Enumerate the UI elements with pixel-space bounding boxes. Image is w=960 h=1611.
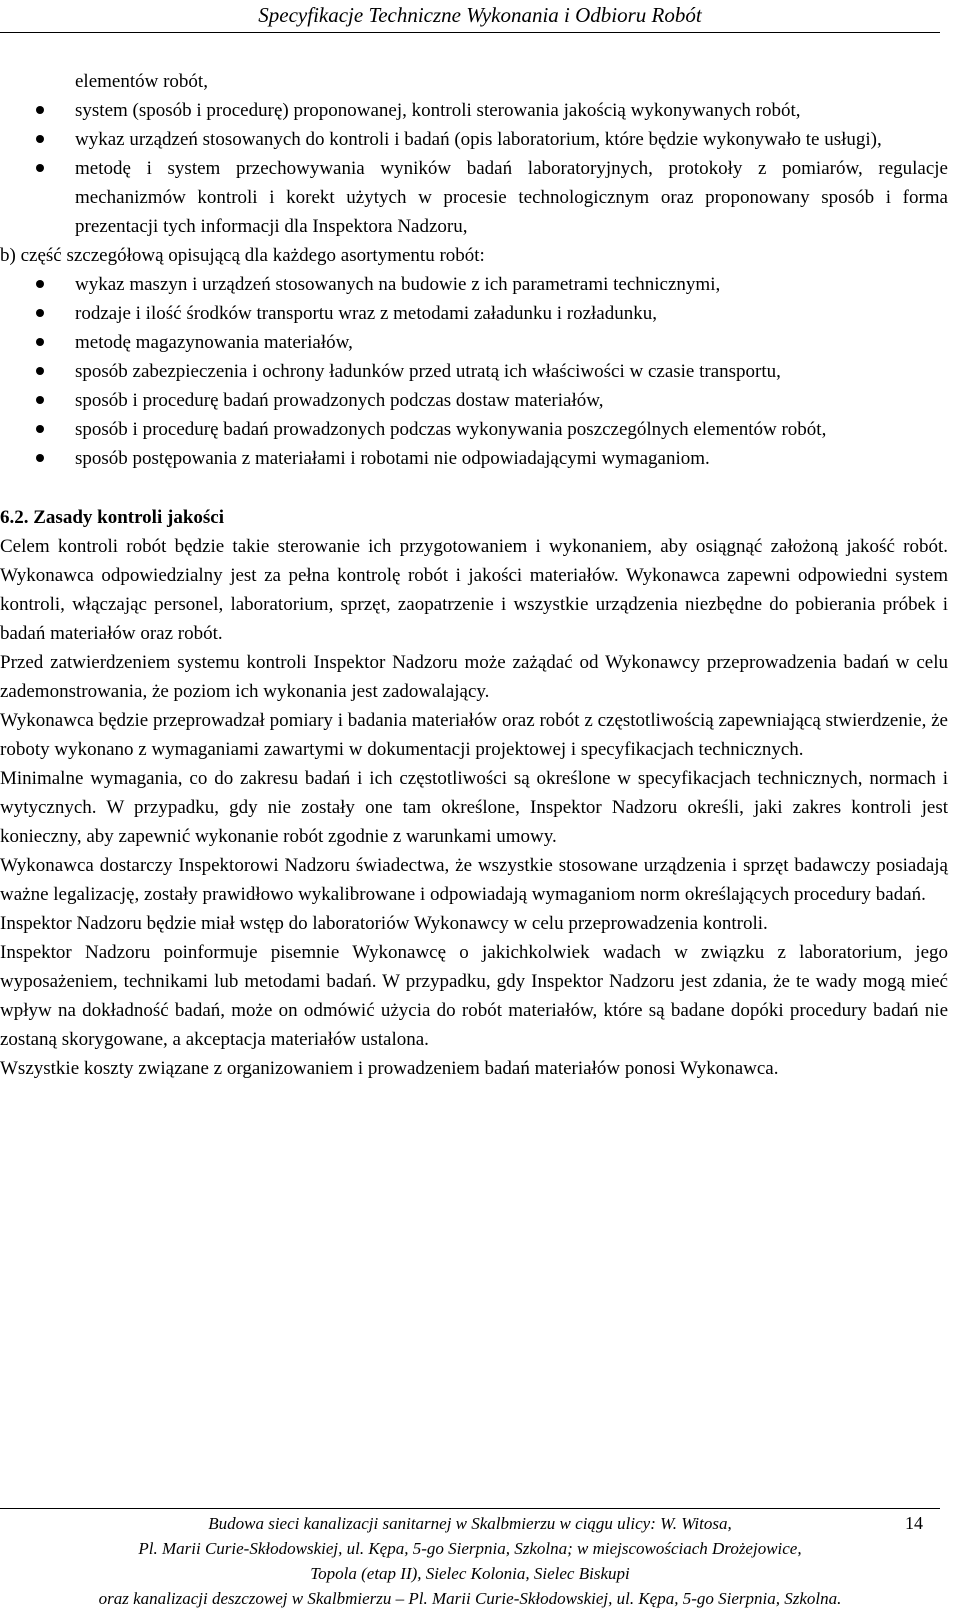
footer-line: oraz kanalizacji deszczowej w Skalbmierzu – Pl. Marii Curie-Skłodowskiej, ul. Kępa, 5-go Sierpnia, Szkolna. <box>98 1589 842 1608</box>
page-header <box>0 0 960 34</box>
list-item: metodę i system przechowywania wyników badań laboratoryjnych, protokoły z pomiarów, regulacje mechanizmów kontroli i korekt użytych w procesie technologicznym oraz proponowany sposób i forma prezentacji tych informacji dla Inspektora Nadzoru, <box>0 154 948 241</box>
paragraph: Inspektor Nadzoru poinformuje pisemnie Wykonawcę o jakichkolwiek wadach w związku z laboratorium, jego wyposażeniem, technikami lub metodami badań. W przypadku, gdy Inspektor Nadzoru jest zdania, że te wady mogą mieć wpływ na dokładność badań, może on odmówić użycia do robót materiałów, które są badane dopóki procedury badań nie zostaną skorygowane, a akceptacja materiałów ustalona. <box>0 942 948 1050</box>
list-item: sposób i procedurę badań prowadzonych podczas dostaw materiałów, <box>0 386 948 415</box>
footer-line: Pl. Marii Curie-Skłodowskiej, ul. Kępa, 5-go Sierpnia, Szkolna; w miejscowościach Drożejowice, <box>138 1539 802 1558</box>
paragraph: Przed zatwierdzeniem systemu kontroli Inspektor Nadzoru może zażądać od Wykonawcy przeprowadzenia badań w celu zademonstrowania, że poziom ich wykonania jest zadowalający. <box>0 652 948 702</box>
continuation-text: elementów robót, <box>75 71 208 92</box>
section-number: 6.2. <box>0 507 29 528</box>
header-title: Specyfikacje Techniczne Wykonania i Odbioru Robót <box>258 3 702 27</box>
paragraph: Minimalne wymagania, co do zakresu badań i ich częstotliwości są określone w specyfikacjach technicznych, normach i wytycznych. W przypadku, gdy nie zostały one tam określone, Inspektor Nadzoru określi, jaki zakres kontroli jest konieczny, aby zapewnić wykonanie robót zgodnie z warunkami umowy. <box>0 768 948 847</box>
footer-divider <box>0 1508 940 1509</box>
section-title: Zasady kontroli jakości <box>33 507 224 528</box>
list-item: sposób zabezpieczenia i ochrony ładunków przed utratą ich właściwości w czasie transportu, <box>0 357 948 386</box>
section-heading <box>0 503 948 532</box>
list-item: metodę magazynowania materiałów, <box>0 328 948 357</box>
list-item: wykaz maszyn i urządzeń stosowanych na budowie z ich parametrami technicznymi, <box>0 270 948 299</box>
paragraph: Wykonawca będzie przeprowadzał pomiary i badania materiałów oraz robót z częstotliwością zapewniającą stwierdzenie, że roboty wykonano z wymaganiami zawartymi w dokumentacji projektowej i specyfikacjach technicznych. <box>0 710 948 760</box>
footer-line: Budowa sieci kanalizacji sanitarnej w Skalbmierzu w ciągu ulicy: W. Witosa, <box>208 1514 732 1533</box>
bullet-list-a <box>0 96 948 241</box>
footer-line: Topola (etap II), Sielec Kolonia, Sielec Biskupi <box>310 1564 630 1583</box>
page-footer <box>0 1508 960 1611</box>
paragraph: Wszystkie koszty związane z organizowaniem i prowadzeniem badań materiałów ponosi Wykonawca. <box>0 1058 779 1079</box>
paragraph: Inspektor Nadzoru będzie miał wstęp do laboratoriów Wykonawcy w celu przeprowadzenia kontroli. <box>0 913 768 934</box>
part-b-label: b) część szczegółową opisującą dla każdego asortymentu robót: <box>0 245 485 266</box>
list-item: rodzaje i ilość środków transportu wraz z metodami załadunku i rozładunku, <box>0 299 948 328</box>
paragraph: Wykonawca dostarczy Inspektorowi Nadzoru świadectwa, że wszystkie stosowane urządzenia i sprzęt badawczy posiadają ważne legalizację, zostały prawidłowo wykalibrowane i odpowiadają wymaganiom norm określających procedury badań. <box>0 855 948 905</box>
list-item: system (sposób i procedurę) proponowanej, kontroli sterowania jakością wykonywanych robót, <box>0 96 948 125</box>
header-divider <box>0 32 940 33</box>
list-item: wykaz urządzeń stosowanych do kontroli i badań (opis laboratorium, które będzie wykonywało te usługi), <box>0 125 948 154</box>
list-item: sposób i procedurę badań prowadzonych podczas wykonywania poszczególnych elementów robót, <box>0 415 948 444</box>
bullet-list-b <box>0 270 948 473</box>
paragraph: Celem kontroli robót będzie takie sterowanie ich przygotowaniem i wykonaniem, aby osiągnąć założoną jakość robót. Wykonawca odpowiedzialny jest za pełna kontrolę robót i jakości materiałów. Wykonawca zapewni odpowiedni system kontroli, włączając personel, laboratorium, sprzęt, zaopatrzenie i wszystkie urządzenia niezbędne do pobierania próbek i badań materiałów oraz robót. <box>0 536 948 644</box>
list-item: sposób postępowania z materiałami i robotami nie odpowiadającymi wymaganiom. <box>0 444 948 473</box>
document-body <box>0 67 948 1083</box>
page-number: 14 <box>905 1513 923 1533</box>
spacer <box>0 473 948 503</box>
footer-text <box>0 1511 940 1611</box>
